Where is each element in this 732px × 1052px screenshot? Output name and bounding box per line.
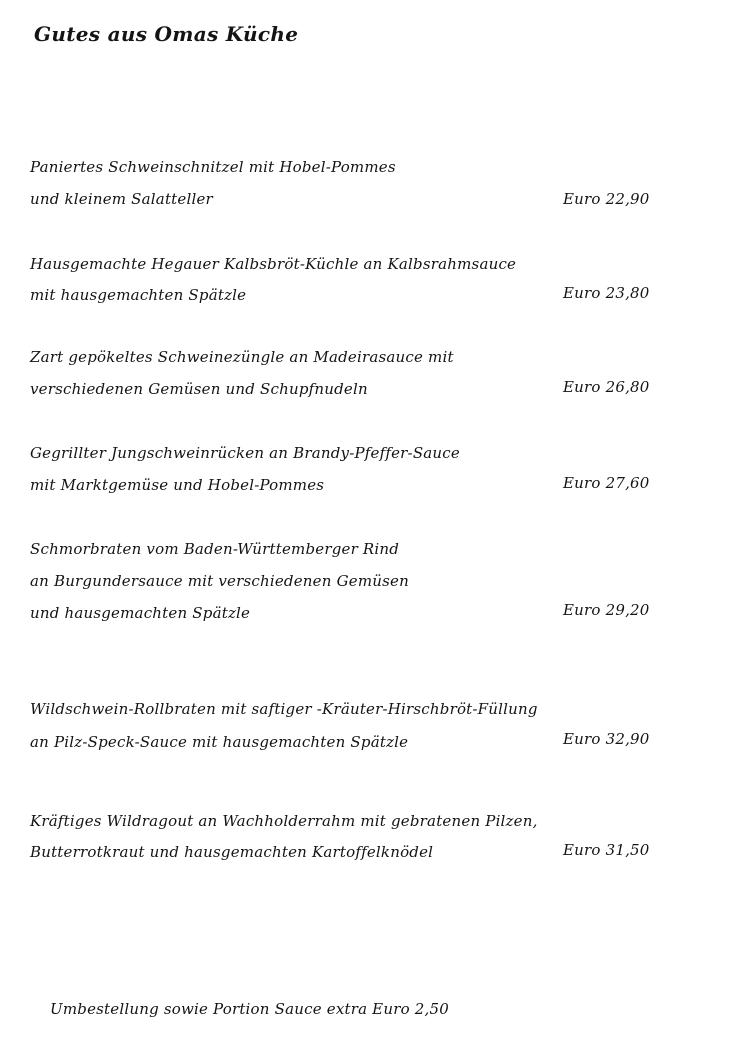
dish-price: Euro 23,80: [563, 284, 650, 302]
dish-description-line: Paniertes Schweinschnitzel mit Hobel-Pommes: [30, 158, 396, 176]
dish-price: Euro 32,90: [563, 730, 650, 748]
dish-description-line: mit Marktgemüse und Hobel-Pommes: [30, 476, 325, 494]
dish-description-line: mit hausgemachten Spätzle: [30, 286, 247, 304]
dish-description-line: Hausgemachte Hegauer Kalbsbröt-Küchle an Kalbsrahmsauce: [30, 255, 517, 273]
dish-price: Euro 22,90: [563, 190, 650, 208]
dish-description-line: und kleinem Salatteller: [30, 190, 213, 208]
dish-description-line: verschiedenen Gemüsen und Schupfnudeln: [30, 380, 368, 398]
dish-description-line: Zart gepökeltes Schweinezüngle an Madeirasauce mit: [30, 348, 454, 366]
dish-description-line: Gegrillter Jungschweinrücken an Brandy-Pfeffer-Sauce: [30, 444, 460, 462]
dish-description-line: an Pilz-Speck-Sauce mit hausgemachten Spätzle: [30, 733, 409, 751]
dish-description-line: und hausgemachten Spätzle: [30, 604, 251, 622]
dish-price: Euro 27,60: [563, 474, 650, 492]
dish-description-line: Kräftiges Wildragout an Wachholderrahm mit gebratenen Pilzen,: [30, 812, 538, 830]
dish-description-line: Schmorbraten vom Baden-Württemberger Rind: [30, 540, 400, 558]
dish-description-line: Wildschwein-Rollbraten mit saftiger -Kräuter-Hirschbröt-Füllung: [30, 700, 538, 718]
footer-note: Umbestellung sowie Portion Sauce extra Euro 2,50: [50, 1000, 449, 1018]
menu-title: Gutes aus Omas Küche: [34, 22, 299, 46]
dish-price: Euro 31,50: [563, 841, 650, 859]
dish-price: Euro 29,20: [563, 601, 650, 619]
dish-price: Euro 26,80: [563, 378, 650, 396]
dish-description-line: Butterrotkraut und hausgemachten Kartoffelknödel: [30, 843, 434, 861]
dish-description-line: an Burgundersauce mit verschiedenen Gemüsen: [30, 572, 409, 590]
